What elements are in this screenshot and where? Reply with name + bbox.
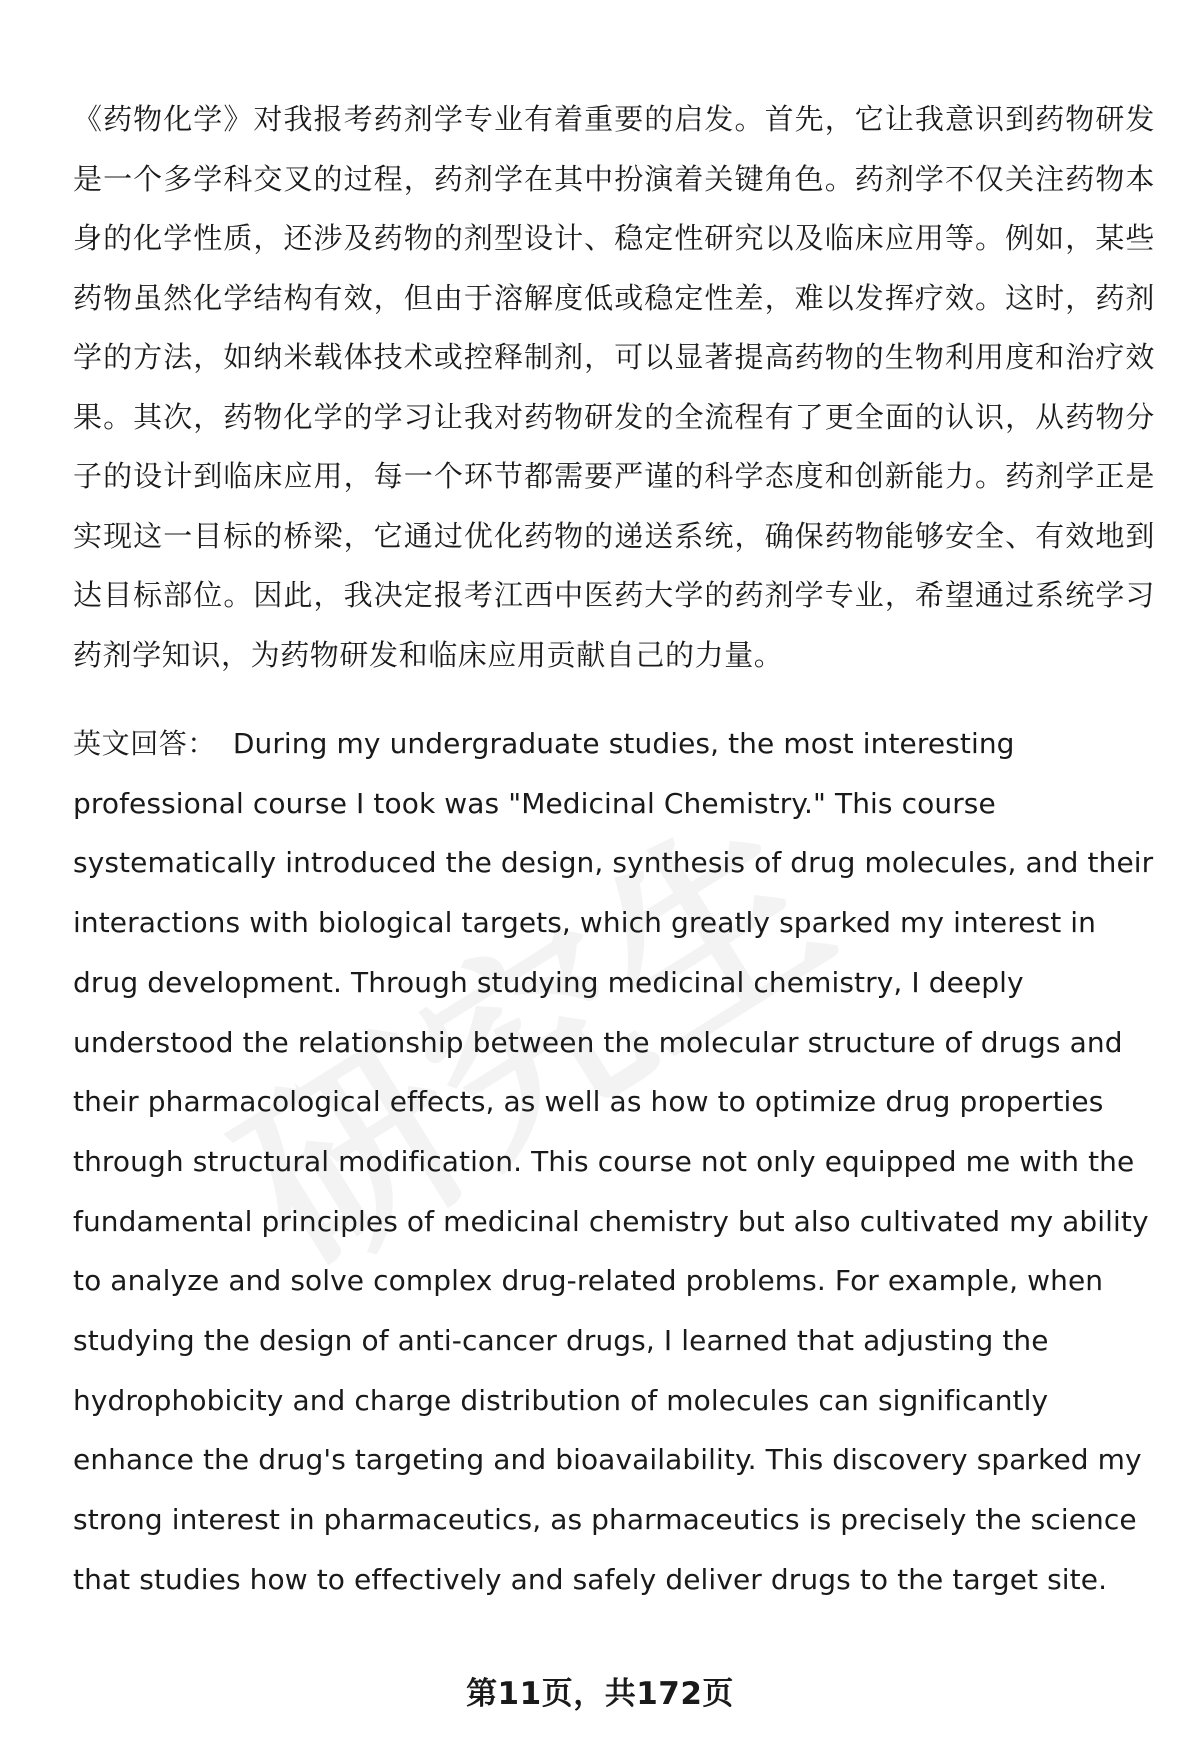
english-answer-paragraph — [73, 714, 1155, 1610]
chinese-answer-paragraph: 《药物化学》对我报考药剂学专业有着重要的启发。首先，它让我意识到药物研发是一个多学科交叉的过程，药剂学在其中扮演着关键角色。药剂学不仅关注药物本身的化学性质，还涉及药物的剂型设计、稳定性研究以及临床应用等。例如，某些药物虽然化学结构有效，但由于溶解度低或稳定性差，难以发挥疗效。这时，药剂学的方法，如纳米载体技术或控释制剂，可以显著提高药物的生物利用度和治疗效果。其次，药物化学的学习让我对药物研发的全流程有了更全面的认识，从药物分子的设计到临床应用，每一个环节都需要严谨的科学态度和创新能力。药剂学正是实现这一目标的桥梁，它通过优化药物的递送系统，确保药物能够安全、有效地到达目标部位。因此，我决定报考江西中医药大学的药剂学专业，希望通过系统学习药剂学知识，为药物研发和临床应用贡献自己的力量。 — [73, 102, 1155, 672]
page-number: 第11页，共172页 — [466, 1676, 734, 1712]
english-answer-label: 英文回答： — [73, 727, 217, 760]
english-answer-text: During my undergraduate studies, the most interesting professional course I took was "Medicinal Chemistry." This course systematically introduced the design, synthesis of drug molecules, and their interactions with biological targets, which greatly sparked my interest in drug development. Through studying medicinal chemistry, I deeply understood the relationship between the molecular structure of drugs and their pharmacological effects, as well as how to optimize drug properties through structural modification. This course not only equipped me with the fundamental principles of medicinal chemistry but also cultivated my ability to analyze and solve complex drug-related problems. For example, when studying the design of anti-cancer drugs, I learned that adjusting the hydrophobicity and charge distribution of molecules can significantly enhance the drug's targeting and bioavailability. This discovery sparked my strong interest in pharmaceutics, as pharmaceutics is precisely the science that studies how to effectively and safely deliver drugs to the target site. — [73, 727, 1154, 1596]
